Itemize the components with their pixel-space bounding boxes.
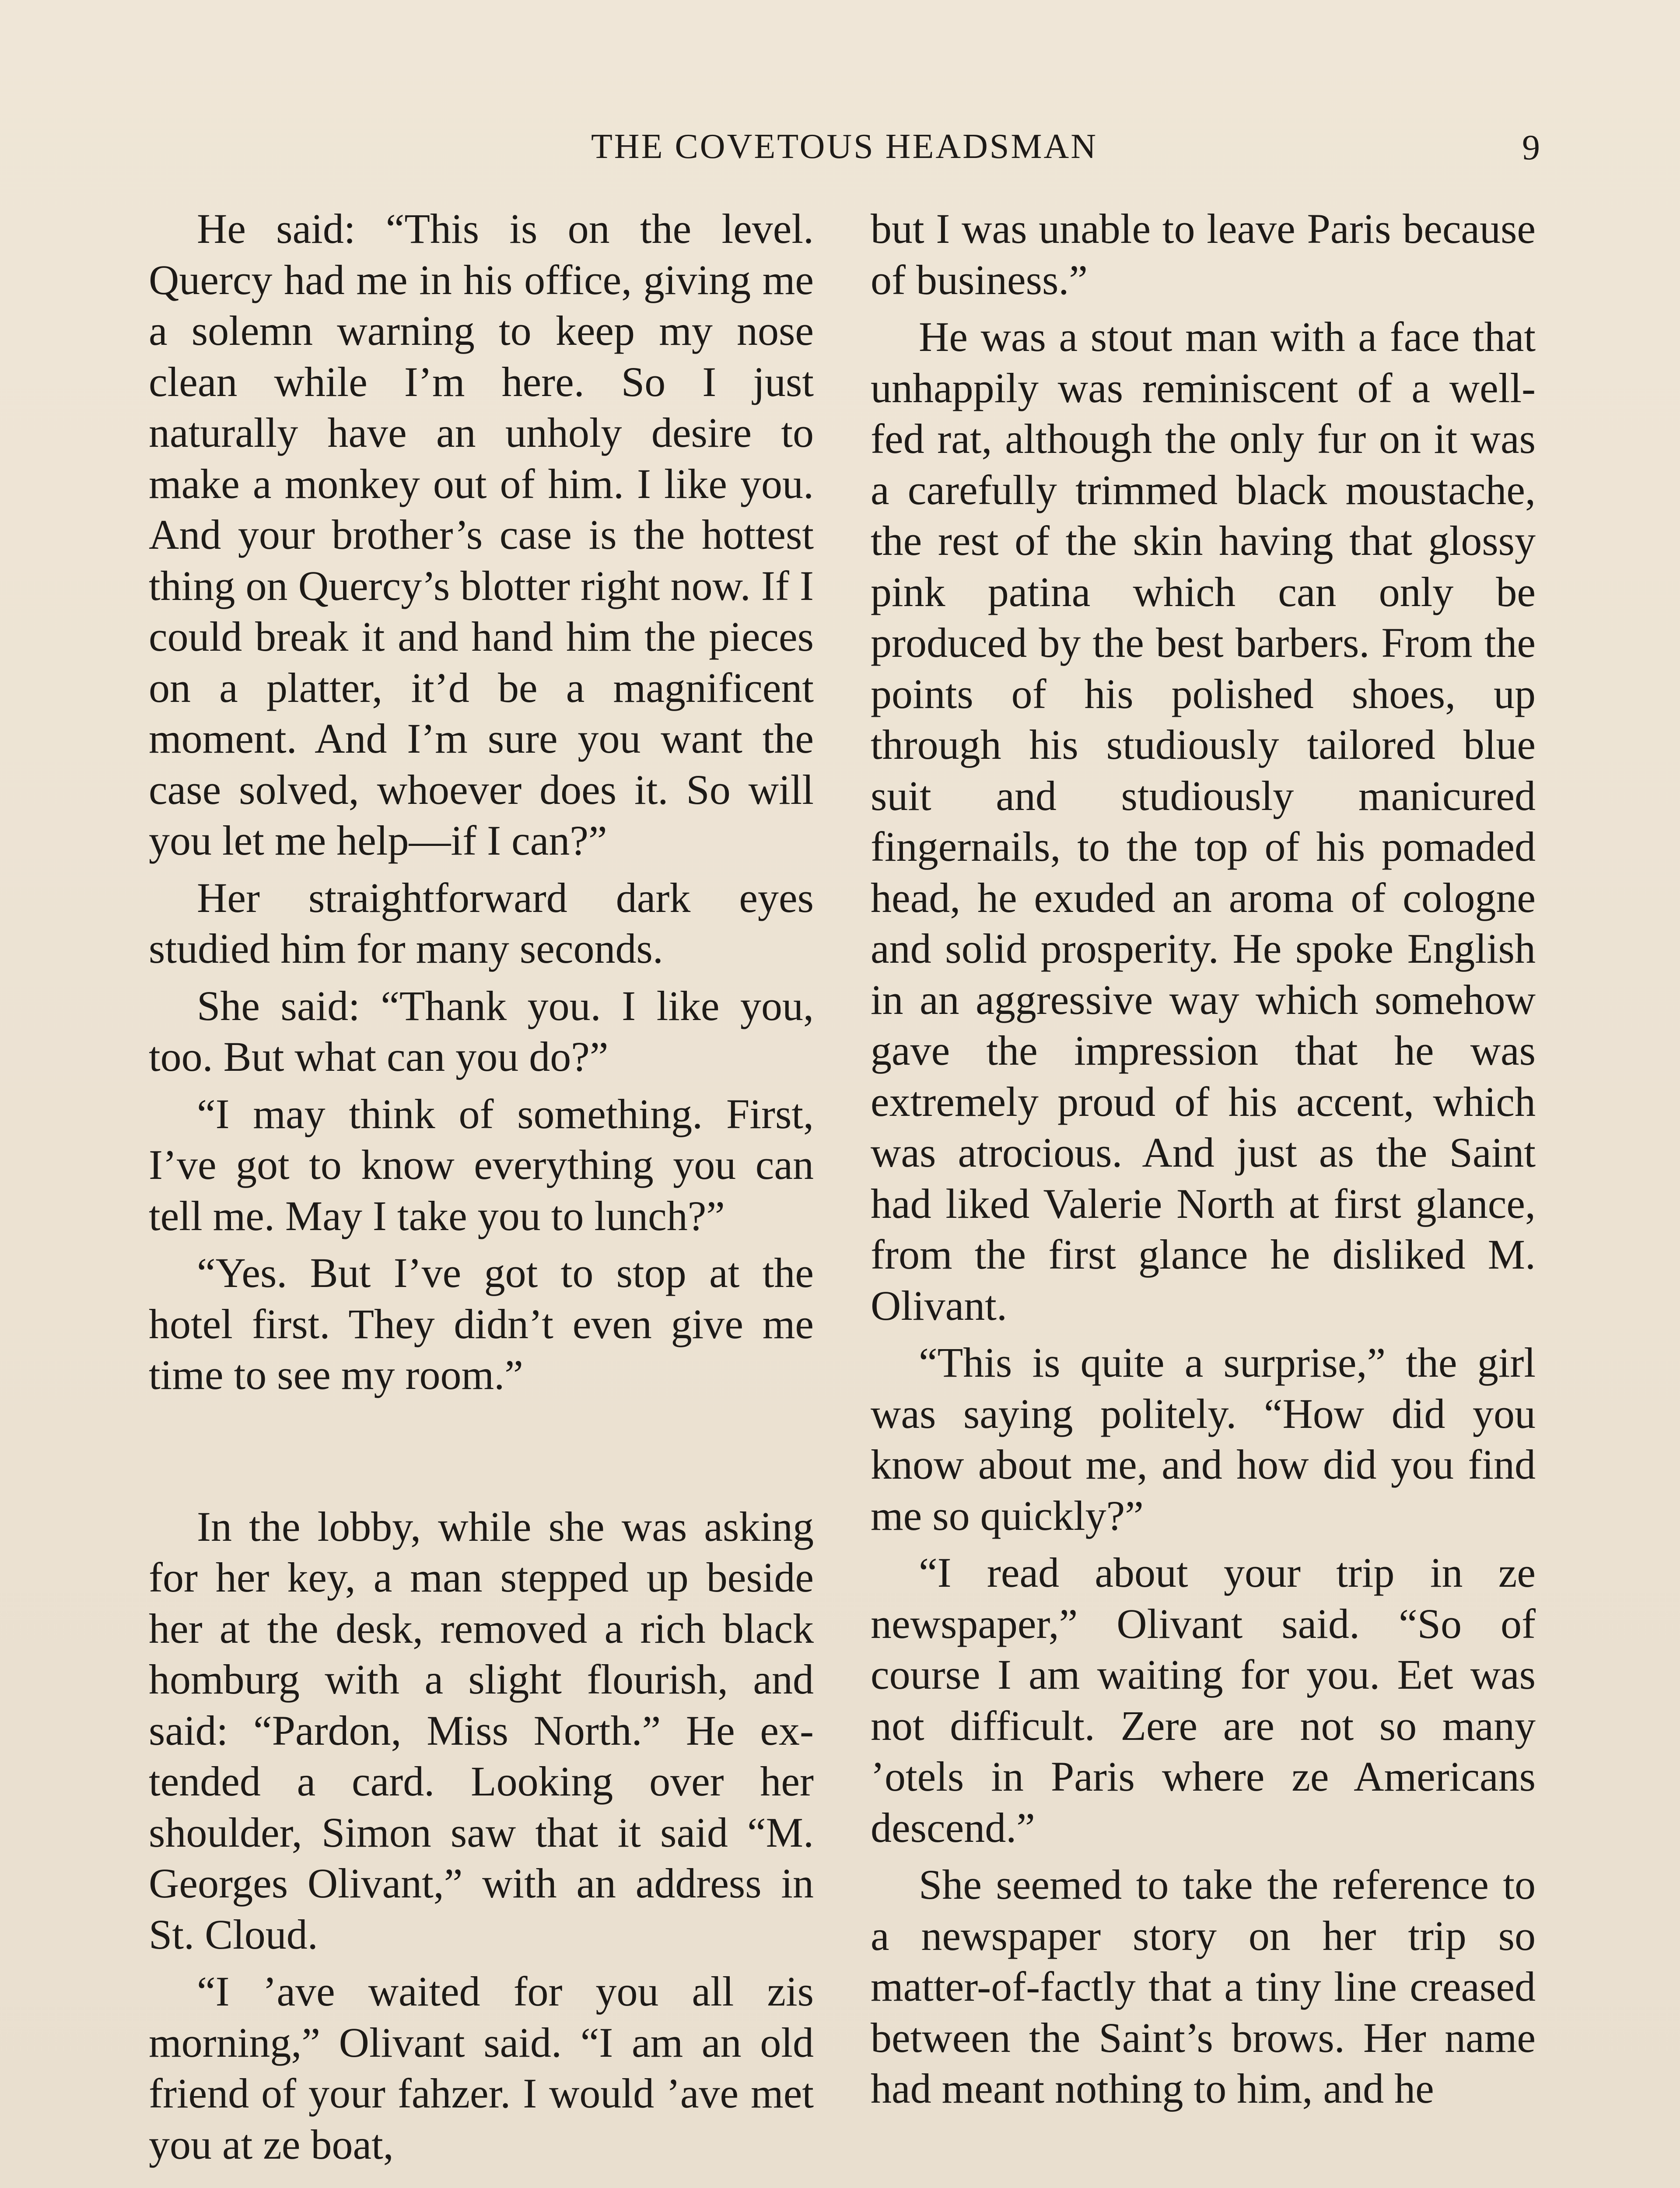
paragraph: “I may think of something. First, I’ve got to know everything you can tell me. May I take you to lunch?” [149, 1090, 814, 1239]
page-number: 9 [1522, 127, 1540, 167]
paragraph: She seemed to take the reference to a newspaper story on her trip so matter-of-factly that a tiny line creased between the Saint’s brows. Her name had meant nothing to him, and he [871, 1861, 1536, 2112]
paragraph: “Yes. But I’ve got to stop at the hotel first. They didn’t even give me time to see my room.” [149, 1249, 814, 1398]
paragraph: “This is quite a surprise,” the girl was saying politely. “How did you know about me, and how did you find me so quickly?” [871, 1339, 1536, 1539]
paragraph: “I read about your trip in ze newspaper,” Olivant said. “So of course I am waiting for you. Eet was not difficult. Zere are not so many ’otels in Paris where ze Americans descend.” [871, 1549, 1536, 1851]
paragraph: Her straightforward dark eyes studied him for many seconds. [149, 874, 814, 972]
page-header [149, 127, 1540, 179]
paragraph: He said: “This is on the level. Quercy had me in his office, giving me a solemn warning to keep my nose clean while I’m here. So I just naturally have an unholy desire to make a monkey out of him. I like you. And your brother’s case is the hottest thing on Quercy’s blotter right now. If I could break it and hand him the pieces on a platter, it’d be a magnificent moment. And I’m sure you want the case solved, whoever does it. So will you let me help—if I can?” [149, 205, 814, 864]
left-column [149, 203, 814, 2176]
paragraph: but I was unable to leave Paris because of business.” [871, 205, 1536, 303]
running-title: THE COVETOUS HEADSMAN [591, 127, 1098, 166]
right-column [871, 203, 1536, 2121]
paragraph: She said: “Thank you. I like you, too. But what can you do?” [149, 982, 814, 1080]
paragraph: He was a stout man with a face that unhappily was reminiscent of a well-fed rat, although the only fur on it was a carefully trimmed black moustache, the rest of the skin having that glossy pink patina which can only be produced by the best barbers. From the points of his polished shoes, up through his studiously tailored blue suit and studiously manicured fingernails, to the top of his pomaded head, he exuded an aroma of cologne and solid prosperity. He spoke English in an aggressive way which somehow gave the impression that he was extremely proud of his accent, which was atrocious. And just as the Saint had liked Valerie North at first glance, from the first glance he disliked M. Olivant. [871, 313, 1536, 1329]
paragraph: “I ’ave waited for you all zis morning,” Olivant said. “I am an old friend of your fahzer. I would ’ave met you at ze boat, [149, 1968, 814, 2168]
paragraph: In the lobby, while she was asking for her key, a man stepped up beside her at the desk, removed a rich black homburg with a slight flourish, and said: “Pardon, Miss North.” He extended a card. Looking over her shoulder, Simon saw that it said “M. Georges Olivant,” with an address in St. Cloud. [149, 1503, 814, 1958]
